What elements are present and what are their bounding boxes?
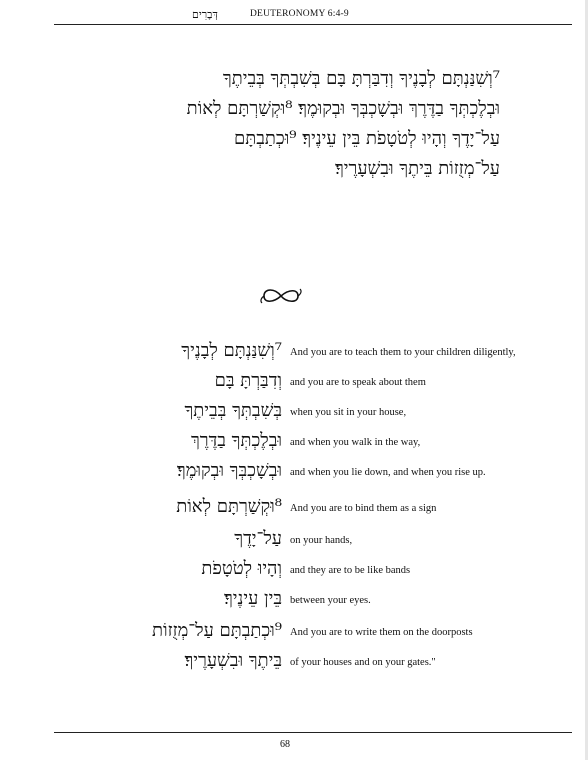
pair-english: And you are to bind them as a sign	[290, 503, 437, 514]
verse-pair	[0, 429, 588, 453]
pair-hebrew: ⁸וּקְשַׁרְתָּם לְאוֹת	[176, 496, 282, 517]
pair-english: when you sit in your house,	[290, 407, 407, 418]
verse-pair	[0, 527, 588, 551]
verse-pair	[0, 399, 588, 423]
footer-rule	[54, 732, 572, 733]
pair-hebrew: וּבְשָׁכְבְּךָ וּבְקוּמֶךָ׃	[176, 460, 282, 481]
verse-pair	[0, 339, 588, 363]
pair-hebrew: בֵּין עֵינֶיךָ׃	[223, 588, 282, 609]
verse-pair	[0, 557, 588, 581]
pair-hebrew: עַל־יָדֶךָ	[234, 528, 282, 549]
verse-pair	[0, 495, 588, 519]
hebrew-line: וּבְלֶכְתְּךָ בַדֶּרֶךְ וּבְשָׁכְבְּךָ וּבְקוּמֶךָ׃ ⁸וּקְשַׁרְתָּם לְאוֹת	[186, 98, 500, 119]
verse-pair	[0, 369, 588, 393]
pair-hebrew: ⁷וְשִׁנַּנְתָּם לְבָנֶיךָ	[181, 340, 282, 361]
flourish-ornament-icon	[258, 285, 304, 307]
pair-english: and they are to be like bands	[290, 565, 411, 576]
pair-hebrew: וּבְלֶכְתְּךָ בַדֶּרֶךְ	[190, 430, 282, 451]
hebrew-line: עַל־מְזֻזוֹת בֵּיתֶךָ וּבִשְׁעָרֶיךָ׃	[334, 158, 500, 179]
pair-hebrew: בְּשִׁבְתְּךָ בְּבֵיתֶךָ	[184, 400, 282, 421]
pair-english: and when you walk in the way,	[290, 437, 421, 448]
verse-pair	[0, 587, 588, 611]
pair-hebrew: ⁹וּכְתַבְתָּם עַל־מְזֻזוֹת	[152, 620, 282, 641]
page-number: 68	[280, 739, 290, 750]
running-header	[54, 8, 572, 25]
pair-hebrew: וְדִבַּרְתָּ בָּם	[214, 370, 282, 391]
pair-english: on your hands,	[290, 535, 353, 546]
pair-english: and when you lie down, and when you rise up.	[290, 467, 486, 478]
pair-english: And you are to teach them to your children diligently,	[290, 347, 516, 358]
verse-pair	[0, 459, 588, 483]
header-hebrew-title: דְּבָרִים	[192, 8, 218, 21]
verse-pair	[0, 649, 588, 673]
pair-hebrew: בֵּיתֶךָ וּבִשְׁעָרֶיךָ׃	[184, 650, 282, 671]
hebrew-passage-block	[150, 64, 500, 184]
pair-english: And you are to write them on the doorposts	[290, 627, 473, 638]
pair-hebrew: וְהָיוּ לְטֹטָפֹת	[201, 558, 282, 579]
hebrew-line: עַל־יָדֶךָ וְהָיוּ לְטֹטָפֹת בֵּין עֵינֶיךָ׃ ⁹וּכְתַבְתָּם	[234, 128, 500, 149]
hebrew-line: ⁷וְשִׁנַּנְתָּם לְבָנֶיךָ וְדִבַּרְתָּ בָּם בְּשִׁבְתְּךָ בְּבֵיתֶךָ	[222, 68, 500, 89]
pair-english: between your eyes.	[290, 595, 371, 606]
verse-pair	[0, 619, 588, 643]
header-reference: DEUTERONOMY 6:4-9	[250, 9, 349, 19]
pair-english: of your houses and on your gates."	[290, 657, 436, 668]
pair-english: and you are to speak about them	[290, 377, 426, 388]
